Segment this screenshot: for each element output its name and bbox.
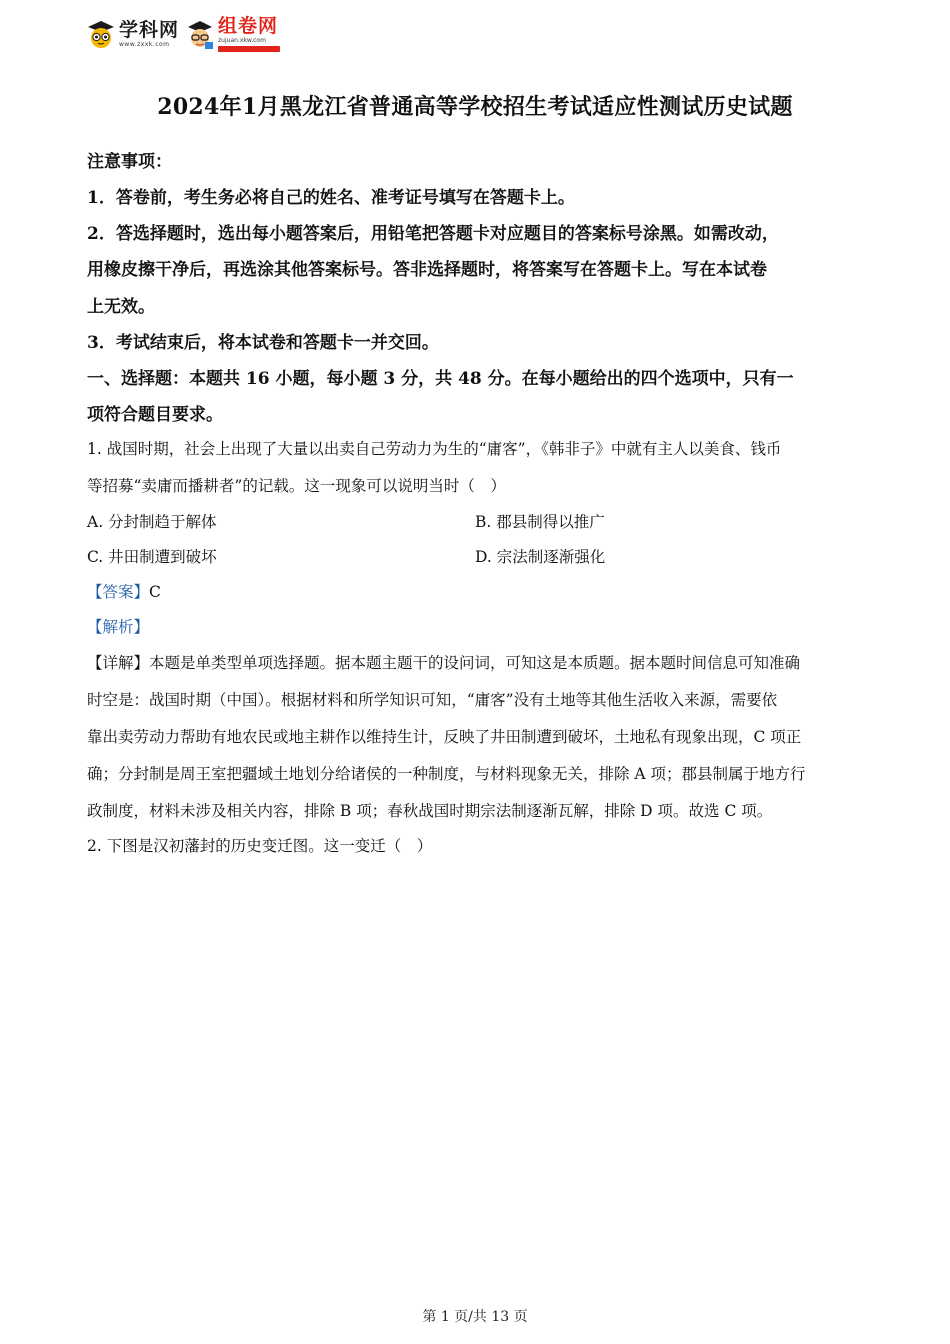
answer-label: 【答案】 <box>87 583 150 601</box>
notice-item-2-line-2: 用橡皮擦干净后，再选涂其他答案标号。答非选择题时，将答案写在答题卡上。写在本试卷 <box>87 260 767 280</box>
header-logos <box>86 14 280 54</box>
q1-answer <box>87 580 161 602</box>
xkw-logo[interactable] <box>86 19 179 49</box>
q1-stem-line-1: 1. 战国时期，社会上出现了大量以出卖自己劳动力为生的“庸客”，《韩非子》中就有主人以美食、钱币 <box>87 440 782 458</box>
section-heading-line-2: 项符合题目要求。 <box>87 405 223 425</box>
page-footer: 第 1 页/共 13 页 <box>422 1309 528 1325</box>
q1-option-d: D. 宗法制逐渐强化 <box>475 548 606 566</box>
q2-stem: 2. 下图是汉初藩封的历史变迁图。这一变迁（ ） <box>87 837 433 855</box>
xkw-logo-name: 学科网 <box>119 18 180 41</box>
zjw-logo-url: zujuan.xkw.com <box>218 36 266 44</box>
notice-item-1: 1．答卷前，考生务必将自己的姓名、准考证号填写在答题卡上。 <box>87 188 575 208</box>
xkw-logo-url: www.zxxk.com <box>119 40 170 48</box>
zjw-logo-name: 组卷网 <box>218 14 279 37</box>
q1-option-c: C. 井田制遭到破坏 <box>87 548 217 566</box>
q1-option-b: B. 郡县制得以推广 <box>475 513 605 531</box>
zjw-logo[interactable] <box>185 14 280 52</box>
q1-detail-line-1: 【详解】本题是单类型单项选择题。据本题主题干的设问词，可知这是本质题。据本题时间信息可知准确 <box>87 654 801 672</box>
notice-item-3: 3．考试结束后，将本试卷和答题卡一并交回。 <box>87 333 439 353</box>
q1-detail-line-4: 确；分封制是周王室把疆域土地划分给诸侯的一种制度，与材料现象无关，排除 A 项；郡县制属于地方行 <box>87 765 806 783</box>
notice-item-2-line-1: 2．答选择题时，选出每小题答案后，用铅笔把答题卡对应题目的答案标号涂黑。如需改动， <box>87 224 779 244</box>
q1-detail-line-2: 时空是：战国时期（中国）。根据材料和所学知识可知，“庸客”没有土地等其他生活收入来源，需要依 <box>87 691 778 709</box>
q1-detail-line-5: 政制度，材料未涉及相关内容，排除 B 项；春秋战国时期宗法制逐渐瓦解，排除 D 项。故选 C 项。 <box>87 802 773 820</box>
answer-value: C <box>149 583 161 601</box>
notice-heading: 注意事项： <box>87 152 172 172</box>
student-mascot-icon <box>185 18 215 50</box>
q1-option-a: A. 分封制趋于解体 <box>87 513 217 531</box>
zjw-logo-tag <box>218 46 280 52</box>
q1-detail-line-3: 靠出卖劳动力帮助有地农民或地主耕作以维持生计，反映了井田制遭到破坏，土地私有现象出现，C 项正 <box>87 728 802 746</box>
q1-stem-line-2: 等招募“卖庸而播耕者”的记载。这一现象可以说明当时（ ） <box>87 477 506 495</box>
owl-mascot-icon <box>86 19 116 49</box>
notice-item-2-line-3: 上无效。 <box>87 297 155 317</box>
analysis-label: 【解析】 <box>87 618 150 636</box>
section-heading-line-1: 一、选择题：本题共 16 小题，每小题 3 分，共 48 分。在每小题给出的四个选项中，只有一 <box>87 369 794 389</box>
page-title: 2024年1月黑龙江省普通高等学校招生考试适应性测试历史试题 <box>157 94 793 120</box>
